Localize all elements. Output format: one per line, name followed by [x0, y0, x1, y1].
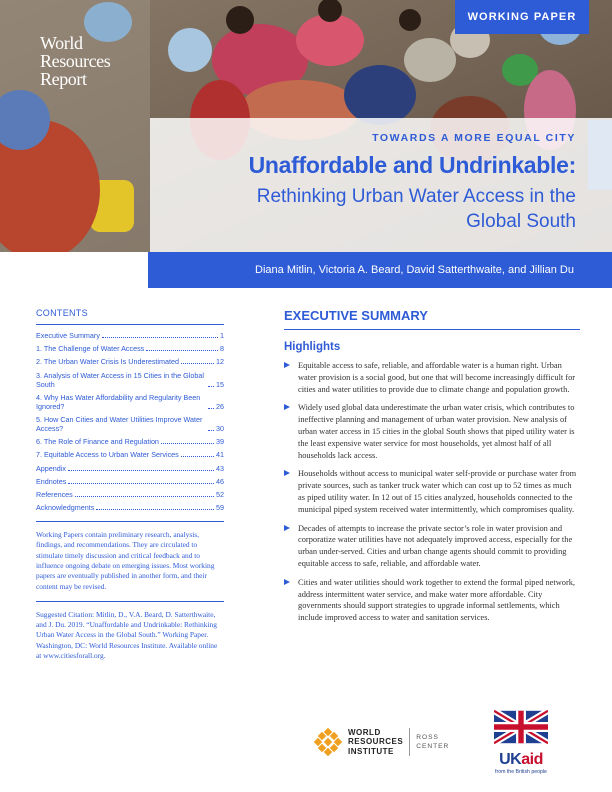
toc-item-page: 59: [216, 503, 224, 513]
highlights-list: [284, 360, 580, 624]
toc-leader-dots: [68, 483, 214, 484]
divider: [284, 329, 580, 330]
toc-item-label: 2. The Urban Water Crisis Is Underestimated: [36, 357, 180, 367]
divider: [36, 601, 224, 602]
toc-item-page: 8: [220, 344, 224, 354]
highlights-heading: Highlights: [284, 341, 341, 353]
suggested-citation: Suggested Citation: Mitlin, D., V.A. Beard, D. Satterthwaite, and J. Du. 2019. “Unaffordable and Undrinkable: Rethinking Urban Water Access in the Global South.” Working Paper. Washington, DC: World Resources Institute. Available online at www.citiesforall.org.: [36, 609, 218, 661]
toc-item-label: 1. The Challenge of Water Access: [36, 344, 145, 354]
working-paper-badge: WORKING PAPER: [455, 0, 589, 34]
toc-item-label: 5. How Can Cities and Water Utilities Improve Water Access?: [36, 414, 203, 433]
bullet-arrow-icon: [284, 525, 290, 531]
toc-item-page: 43: [216, 463, 224, 473]
toc-leader-dots: [75, 496, 214, 497]
divider: [36, 324, 224, 325]
toc-item-label: 3. Analysis of Water Access in 15 Cities in the Global South: [36, 370, 204, 389]
highlight-item: [284, 523, 580, 570]
toc-item-label: 7. Equitable Access to Urban Water Services: [36, 450, 179, 460]
toc-item-page: 52: [216, 489, 224, 499]
bullet-arrow-icon: [284, 404, 290, 410]
toc-leader-dots: [161, 443, 214, 444]
wri-name: WORLD RESOURCES INSTITUTE: [348, 728, 404, 756]
toc-item-page: 1: [220, 331, 224, 340]
toc-item-page: 39: [216, 437, 224, 447]
toc-item-page: 15: [216, 379, 224, 389]
toc-item[interactable]: [36, 357, 224, 366]
toc-item-page: 30: [216, 423, 224, 433]
bullet-arrow-icon: [284, 579, 290, 585]
bullet-arrow-icon: [284, 470, 290, 476]
author-bar: Diana Mitlin, Victoria A. Beard, David Satterthwaite, and Jillian Du: [148, 252, 612, 288]
working-papers-note: Working Papers contain preliminary research, analysis, findings, and recommendations. They are circulated to stimulate timely discussion and critical feedback and to influence ongoing debate on emerging issues. Most working papers are eventually published in another form, and their content may be revised.: [36, 530, 215, 591]
toc-item[interactable]: [36, 344, 224, 353]
ukaid-wordmark: UKaid: [499, 751, 543, 768]
table-of-contents: [36, 331, 224, 512]
logo-separator: [409, 728, 410, 756]
toc-item[interactable]: [36, 464, 224, 473]
toc-item-label: Executive Summary: [36, 331, 100, 340]
toc-item-label: References: [36, 489, 73, 499]
toc-leader-dots: [208, 386, 214, 387]
executive-summary-heading: EXECUTIVE SUMMARY: [284, 308, 428, 323]
toc-item[interactable]: [36, 437, 224, 446]
toc-leader-dots: [68, 470, 214, 471]
toc-leader-dots: [181, 363, 214, 364]
toc-item-label: Endnotes: [36, 476, 67, 486]
toc-leader-dots: [208, 408, 214, 409]
highlight-text: Decades of attempts to increase the private sector’s role in water provision and corporatize water utilities have not adequately improved access, especially for the urban under-served. Cities and urban change agents should commit to providing equitable access to safe, reliable, and affordable water.: [298, 523, 573, 568]
ross-center-name: ROSS CENTER: [416, 734, 450, 751]
toc-leader-dots: [102, 337, 218, 338]
toc-leader-dots: [208, 430, 214, 431]
toc-item[interactable]: [36, 371, 224, 389]
right-column: [284, 308, 580, 631]
toc-item[interactable]: [36, 393, 224, 411]
toc-item[interactable]: [36, 331, 224, 340]
toc-leader-dots: [96, 509, 214, 510]
page-subtitle: Rethinking Urban Water Access in the Global South: [256, 186, 576, 232]
wri-mark-icon: [314, 728, 342, 756]
wri-logo: [314, 728, 449, 756]
toc-item[interactable]: [36, 490, 224, 499]
highlight-item: [284, 360, 580, 395]
toc-item[interactable]: [36, 415, 224, 433]
toc-item-label: 6. The Role of Finance and Regulation: [36, 437, 159, 447]
toc-item-label: Appendix: [36, 463, 66, 473]
highlight-text: Cities and water utilities should work together to extend the formal piped network, address intermittent water service, and make water more affordable. City governments should support strategies to upgrade informal settlements, which include improved access to water and sanitation services.: [298, 577, 576, 623]
contents-heading: CONTENTS: [36, 308, 88, 318]
toc-item-page: 12: [216, 357, 224, 367]
series-kicker: TOWARDS A MORE EQUAL CITY: [372, 132, 576, 144]
page-title: Unaffordable and Undrinkable:: [248, 152, 576, 178]
hero-banner: [0, 0, 612, 252]
toc-item-page: 41: [216, 450, 224, 460]
toc-item-page: 26: [216, 401, 224, 411]
divider: [36, 521, 224, 522]
world-resources-report-logo: World Resources Report: [40, 33, 111, 89]
toc-item-label: Acknowledgments: [36, 503, 95, 513]
toc-item-page: 46: [216, 476, 224, 486]
highlight-text: Widely used global data underestimate the urban water crisis, which contributes to ineffective planning and management of urban water provision. New analysis of urban water access in 15 cities in the global South shows that piped utility water is the least expensive water service for most households, yet almost half of all households lack access.: [298, 403, 575, 460]
highlight-item: [284, 402, 580, 461]
highlight-text: Households without access to municipal water self-provide or purchase water from private sources, such as tanker truck water which can cost up to 52 times as much as piped utility water. In 12 out of 15 cities analyzed, households connected to the municipal piped system received water intermittently, which compromises quality.: [298, 469, 577, 514]
highlight-item: [284, 577, 580, 624]
toc-leader-dots: [146, 350, 218, 351]
toc-item[interactable]: [36, 477, 224, 486]
highlight-text: Equitable access to safe, reliable, and affordable water is a human right. Urban water provision is a social good, but one that will become increasingly difficult for cities and water utilities to provide due to climate change and population growth.: [298, 361, 576, 394]
ukaid-logo: [488, 710, 554, 775]
toc-item[interactable]: [36, 450, 224, 459]
toc-leader-dots: [181, 456, 214, 457]
ukaid-tagline: from the British people: [495, 769, 547, 775]
union-flag-icon: [494, 710, 548, 744]
toc-item[interactable]: [36, 503, 224, 512]
left-column: [36, 308, 224, 661]
highlight-item: [284, 468, 580, 515]
bullet-arrow-icon: [284, 362, 290, 368]
toc-item-label: 4. Why Has Water Affordability and Regularity Been Ignored?: [36, 392, 201, 411]
